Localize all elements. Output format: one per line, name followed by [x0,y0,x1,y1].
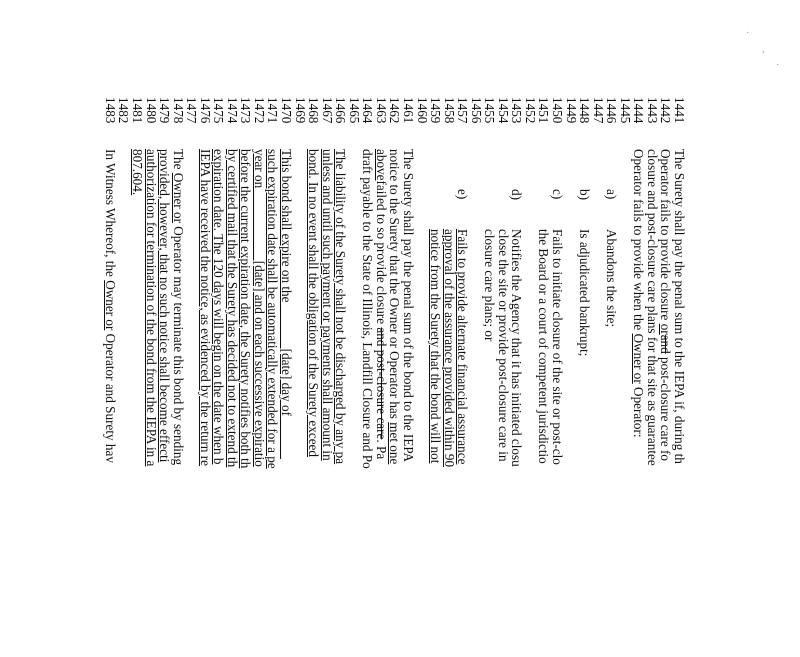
line-number: 1479 [157,97,173,124]
text-run: Owner or [102,280,118,331]
line-number: 1470 [279,97,295,124]
text-run: Notifies the Agency that it has initiated closu [509,229,525,467]
line-body [551,229,564,465]
text-run: The Surety shall pay the penal sum of the bond to the IEPA [401,149,416,463]
text-run: by certified mail that the Surety has decided not to extend th [224,149,240,468]
scan-speck: · [746,28,750,39]
line-number: 1468 [306,97,322,124]
line-number: 1450 [550,97,566,124]
line-number: 1480 [143,97,159,124]
line-number: 1452 [522,97,538,124]
line-body [361,149,374,469]
line-body [673,149,686,464]
line-body [605,229,618,327]
line-number: 1454 [495,97,511,124]
text-run: provided, however, that no such notice shall become effecti [157,149,173,463]
line-body [659,149,672,461]
line-body [538,229,551,464]
line-number: 1473 [238,97,254,124]
text-run: Operator: [631,383,647,438]
line-number: 1464 [360,97,376,124]
line-number: 1448 [577,97,593,124]
text-run: above [373,149,389,181]
line-number: 1465 [346,97,362,124]
text-run: Owner or [631,333,647,384]
list-marker: a) [604,189,620,200]
text-run: authorization for termination of the bond from the IEPA in a [143,149,159,467]
line-body [632,149,645,438]
line-body [443,229,456,467]
text-run: . Pa [373,439,389,460]
line-body [334,149,347,464]
line-body [212,149,225,464]
scan-speck: , [762,44,765,55]
line-body [158,149,171,462]
line-body [510,229,523,467]
text-run: post-closure care fo [658,353,674,462]
text-run: closure care plans; or [482,229,498,342]
line-number: 1445 [617,97,633,124]
text-run: Abandons the site; [604,229,620,328]
line-number: 1455 [482,97,498,124]
line-body [388,149,401,464]
text-run: Owner or [170,172,186,223]
list-marker: b) [577,189,593,200]
line-number: 1471 [265,97,281,124]
line-body [131,149,144,195]
text-run: draft payable to the State of Illinois, Landfill Closure and Po [360,149,376,469]
line-body [172,149,185,465]
text-run: Fails to initiate closure of the site or post-clo [550,229,566,465]
text-run: This bond shall expire on the ______ [date] day of ______ [279,149,295,459]
line-number: 1481 [130,97,145,124]
text-run: unless and until such payment or payments shall amount in [319,149,335,461]
line-number: 1449 [563,97,579,124]
line-body [321,149,334,461]
text-run: The [170,149,186,173]
line-number: 1474 [224,97,240,124]
line-number: 1462 [387,97,403,124]
text-run: and [658,334,674,354]
line-number: 1472 [251,97,267,124]
text-run: In Witness Whereof, the [102,149,118,281]
text-run: notice from the Surety that the bond will not [428,229,444,464]
line-number: 1475 [211,97,227,124]
line-number: 1461 [401,97,416,124]
line-number: 1444 [631,97,647,124]
line-body [497,229,510,462]
line-number: 1447 [590,97,606,124]
line-body [226,149,239,467]
line-number: 1457 [455,97,471,124]
text-run: close the site or provide post-closure care in [495,229,511,462]
line-body [253,149,266,467]
scan-speck: · [776,60,780,71]
line-body [307,149,320,457]
line-number: 1458 [441,97,457,124]
text-run: Operator fails to provide closure [658,149,674,324]
text-run: Is adjudicated bankrupt; [577,229,593,357]
text-run: or [658,323,674,335]
line-body [280,149,293,459]
text-run: and post-closure care [373,327,389,440]
text-run: before the current expiration date, the Surety notifies both th [238,149,254,469]
line-number: 1467 [319,97,335,124]
line-number: 1443 [644,97,660,124]
line-body [429,229,442,463]
text-run: The Surety shall pay the penal sum to the IEPA if, during th [672,149,687,464]
text-run: such expiration date shall be automatically extended for a pe [265,149,281,469]
line-body [199,149,212,466]
rotated-document-page [26,97,686,657]
line-number: 1466 [333,97,349,124]
line-body [578,229,591,356]
line-number: 1456 [468,97,484,124]
text-run: Fails to provide alternate financial assurance [455,229,471,465]
text-run: failed to so provide closure [373,180,389,328]
line-number: 1446 [604,97,620,124]
line-body [646,149,659,466]
line-number: 1476 [197,97,213,124]
line-number: 1463 [373,97,389,124]
text-run: bond. In no event shall the obligation of the Surety exceed [306,149,322,457]
text-run: the Board or a court of competent jurisdictio [536,229,552,464]
text-run: closure and post-closure care plans for that site as guarantee [644,149,660,466]
line-number: 1482 [116,97,132,124]
text-run: Operator may terminate this bond by sending [170,222,186,466]
line-body [375,149,388,459]
line-body [267,149,280,469]
line-number: 1483 [102,97,118,124]
line-number: 1477 [184,97,200,124]
text-run: approval of the assurance provided within 90 [441,229,457,468]
text-run: IEPA have received the notice, as evidenced by the return re [197,149,213,466]
line-body [483,229,496,341]
line-body [239,149,252,468]
line-number: 1478 [170,97,186,124]
line-number: 1469 [292,97,308,124]
line-body [402,149,415,462]
line-number: 1451 [536,97,552,124]
line-body [145,149,158,466]
list-marker: c) [550,189,566,200]
line-body [456,229,469,464]
text-run: 807.604. [130,149,145,196]
line-number: 1460 [414,97,430,124]
line-number: 1459 [428,97,444,124]
text-run: met one [387,422,403,465]
text-run: year on __________ [date] and on each successive expiratio [251,149,267,467]
text-run: expiration date. The 120 days will begin on the date when b [211,149,227,465]
line-number: 1453 [509,97,525,124]
list-marker: e) [455,189,471,200]
line-body [104,149,117,463]
line-number: 1441 [672,97,687,124]
line-number: 1442 [658,97,674,124]
list-marker: d) [509,189,525,200]
text-run: notice to the Surety that the Owner or Operator has [387,149,403,423]
text-run: Operator and Surety hav [102,330,118,463]
text-run: The liability of the Surety shall not be discharged by any pa [333,149,349,465]
text-run: Operator fails to provide when the [631,149,647,334]
